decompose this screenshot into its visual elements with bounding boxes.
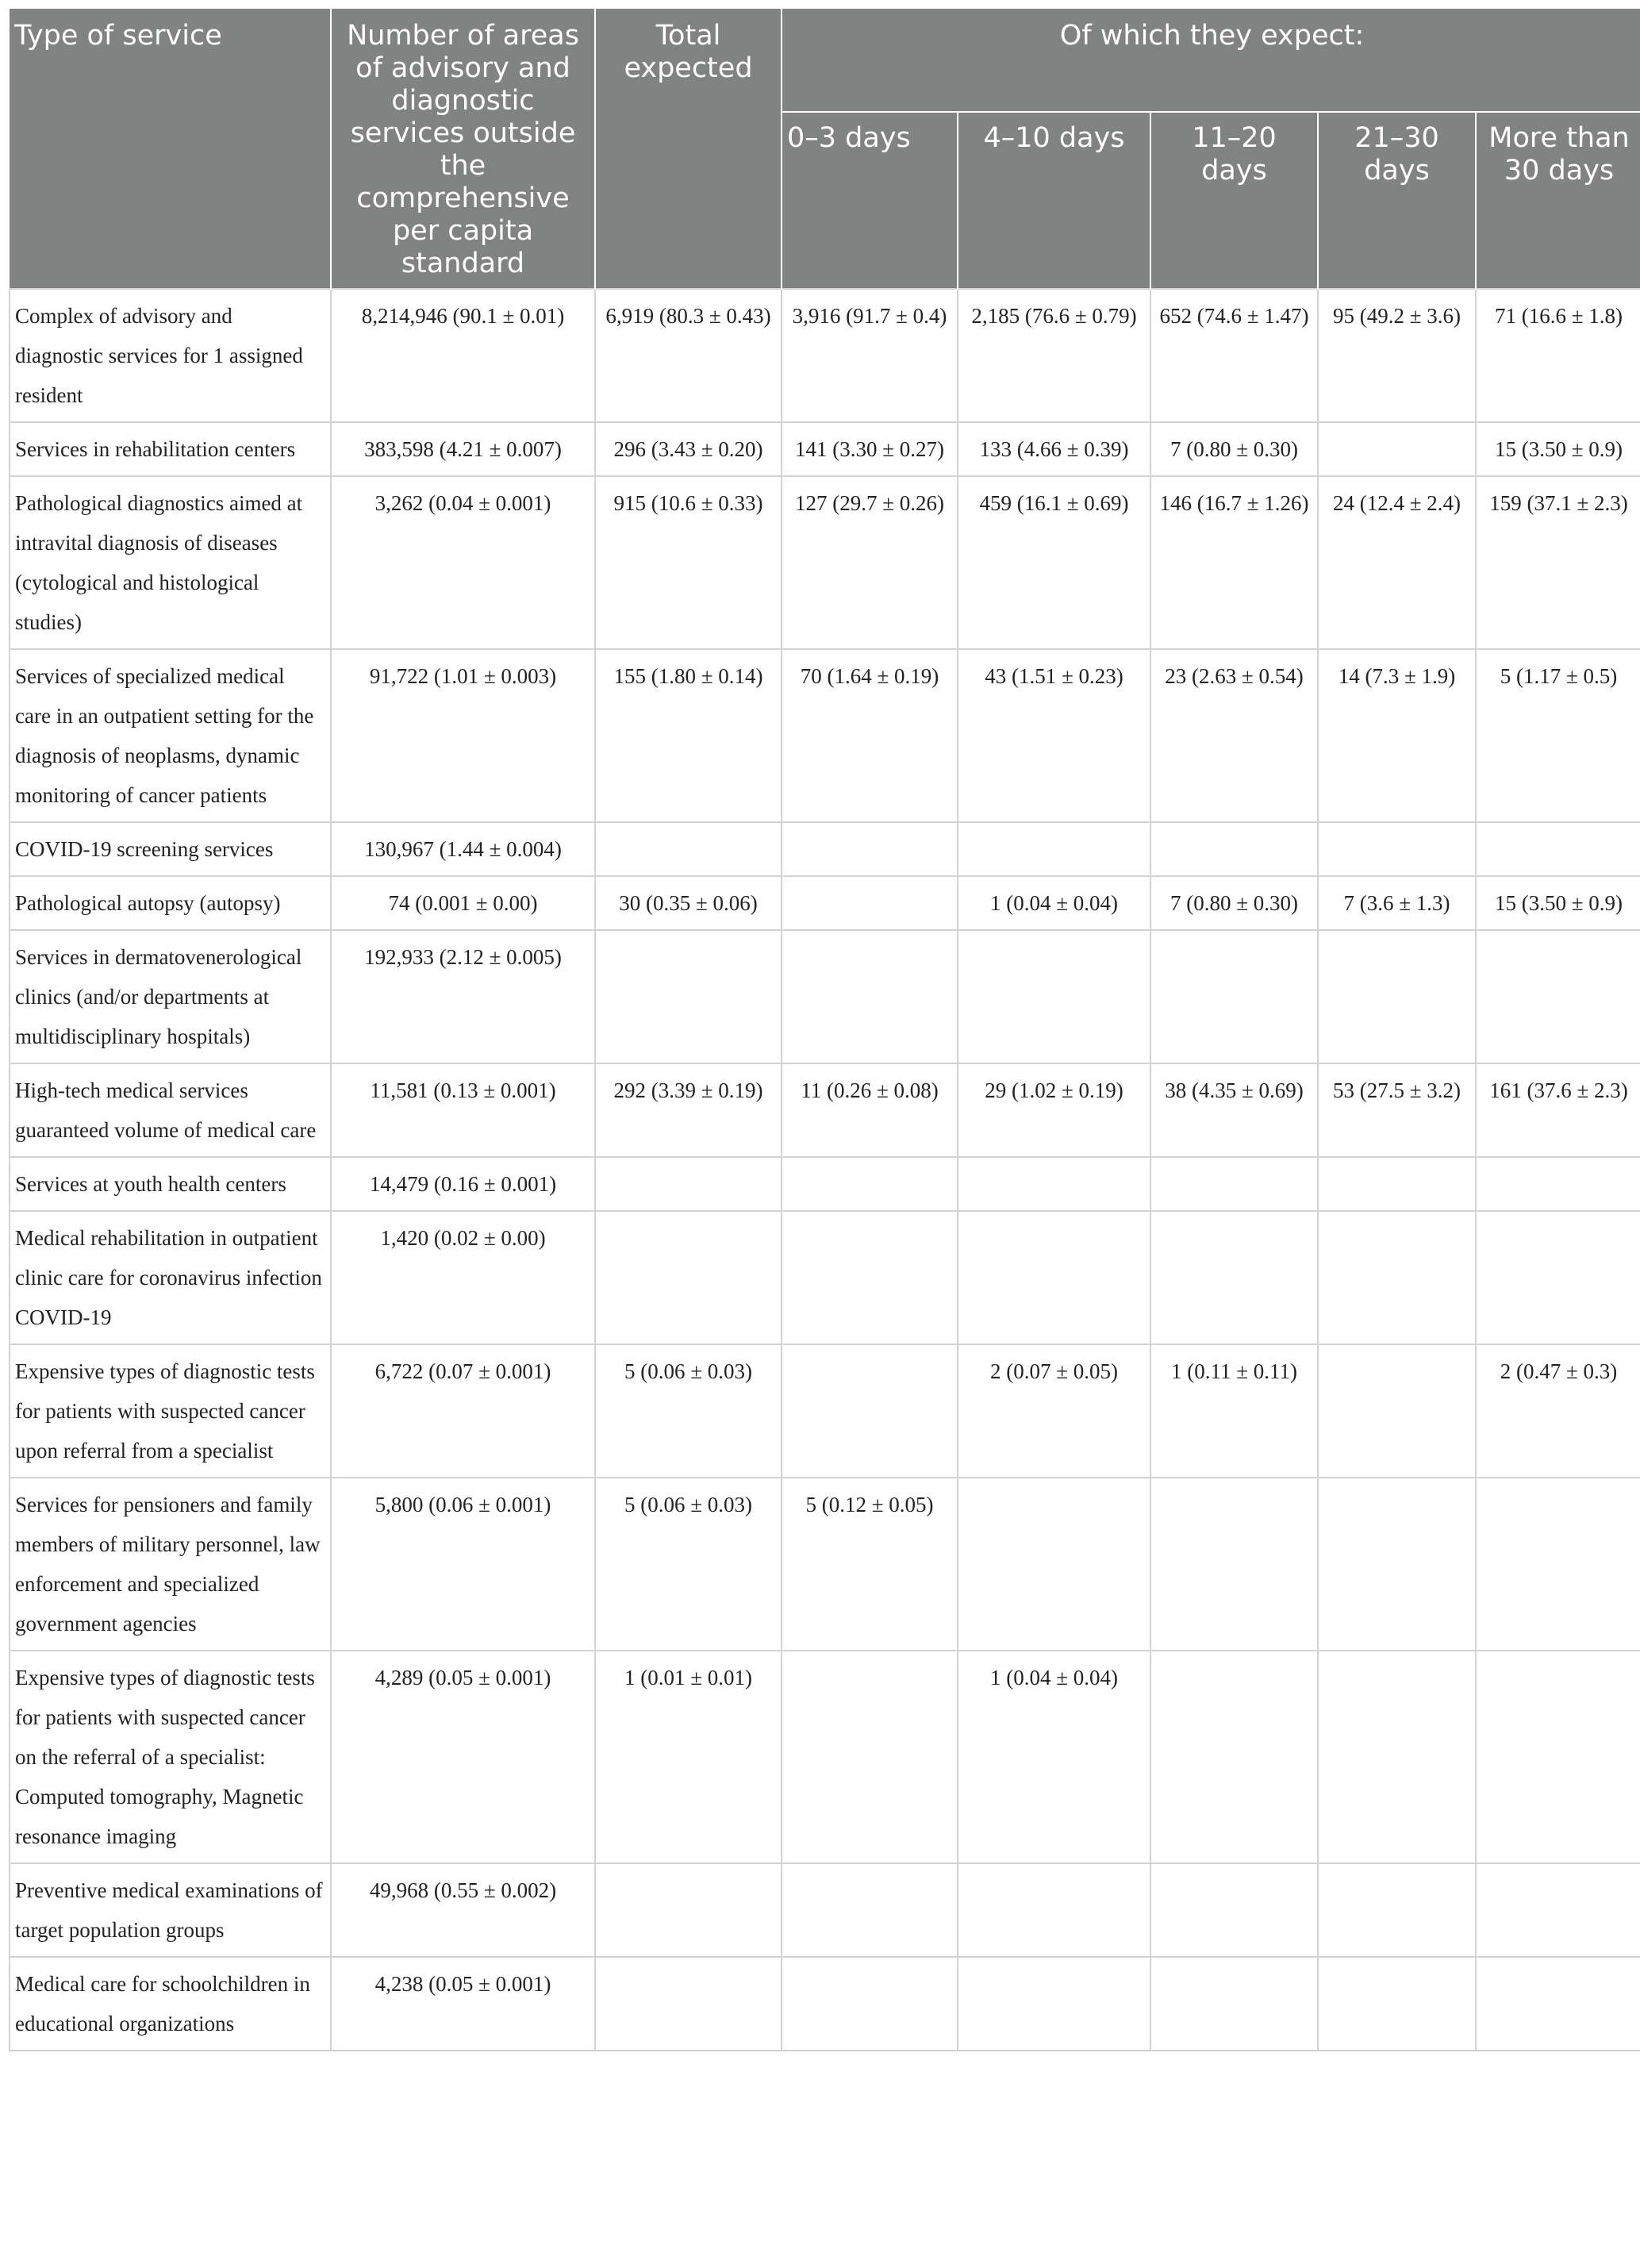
cell-11-20-days bbox=[1150, 1863, 1318, 1957]
table-row bbox=[10, 1211, 1640, 1344]
cell-0-3-days bbox=[782, 1863, 958, 1957]
cell-21-30-days bbox=[1318, 1957, 1476, 2051]
table-row bbox=[10, 1344, 1640, 1478]
cell-11-20-days bbox=[1150, 1478, 1318, 1651]
header-row bbox=[10, 9, 1640, 112]
cell-11-20-days bbox=[1150, 1157, 1318, 1211]
cell-total-expected: 292 (3.39 ± 0.19) bbox=[595, 1063, 782, 1157]
cell-number-of-areas: 383,598 (4.21 ± 0.007) bbox=[331, 422, 595, 476]
table-row bbox=[10, 649, 1640, 822]
cell-more-than-30-days: 2 (0.47 ± 0.3) bbox=[1476, 1344, 1640, 1478]
cell-0-3-days: 127 (29.7 ± 0.26) bbox=[782, 476, 958, 649]
header-total-expected: Total expected bbox=[595, 9, 782, 289]
cell-4-10-days: 133 (4.66 ± 0.39) bbox=[958, 422, 1150, 476]
cell-number-of-areas: 1,420 (0.02 ± 0.00) bbox=[331, 1211, 595, 1344]
cell-total-expected: 6,919 (80.3 ± 0.43) bbox=[595, 289, 782, 422]
cell-0-3-days bbox=[782, 1157, 958, 1211]
cell-more-than-30-days bbox=[1476, 930, 1640, 1063]
cell-number-of-areas: 4,289 (0.05 ± 0.001) bbox=[331, 1651, 595, 1863]
cell-21-30-days: 7 (3.6 ± 1.3) bbox=[1318, 876, 1476, 930]
cell-0-3-days: 5 (0.12 ± 0.05) bbox=[782, 1478, 958, 1651]
cell-21-30-days: 53 (27.5 ± 3.2) bbox=[1318, 1063, 1476, 1157]
cell-service: Services of specialized medical care in an outpatient setting for the diagnosis of neoplasms, dynamic monitoring of cancer patients bbox=[10, 649, 331, 822]
header-21-30-days: 21–30 days bbox=[1318, 112, 1476, 289]
cell-21-30-days bbox=[1318, 1651, 1476, 1863]
cell-0-3-days bbox=[782, 1651, 958, 1863]
cell-21-30-days bbox=[1318, 822, 1476, 876]
cell-4-10-days bbox=[958, 1957, 1150, 2051]
table-row bbox=[10, 1957, 1640, 2051]
table-row bbox=[10, 289, 1640, 422]
cell-service: Preventive medical examinations of target population groups bbox=[10, 1863, 331, 1957]
table-row bbox=[10, 422, 1640, 476]
cell-more-than-30-days bbox=[1476, 1211, 1640, 1344]
cell-number-of-areas: 49,968 (0.55 ± 0.002) bbox=[331, 1863, 595, 1957]
cell-more-than-30-days bbox=[1476, 1651, 1640, 1863]
cell-0-3-days: 141 (3.30 ± 0.27) bbox=[782, 422, 958, 476]
cell-total-expected bbox=[595, 1957, 782, 2051]
cell-4-10-days bbox=[958, 1478, 1150, 1651]
table-row bbox=[10, 1478, 1640, 1651]
cell-0-3-days: 3,916 (91.7 ± 0.4) bbox=[782, 289, 958, 422]
header-0-3-days: 0–3 days bbox=[782, 112, 958, 289]
cell-more-than-30-days: 15 (3.50 ± 0.9) bbox=[1476, 876, 1640, 930]
table-row bbox=[10, 930, 1640, 1063]
cell-total-expected bbox=[595, 1211, 782, 1344]
cell-service: Services in rehabilitation centers bbox=[10, 422, 331, 476]
cell-4-10-days: 2 (0.07 ± 0.05) bbox=[958, 1344, 1150, 1478]
cell-21-30-days bbox=[1318, 1344, 1476, 1478]
table-row bbox=[10, 822, 1640, 876]
cell-4-10-days: 2,185 (76.6 ± 0.79) bbox=[958, 289, 1150, 422]
cell-11-20-days: 652 (74.6 ± 1.47) bbox=[1150, 289, 1318, 422]
cell-total-expected bbox=[595, 822, 782, 876]
cell-number-of-areas: 192,933 (2.12 ± 0.005) bbox=[331, 930, 595, 1063]
cell-total-expected: 296 (3.43 ± 0.20) bbox=[595, 422, 782, 476]
cell-total-expected: 915 (10.6 ± 0.33) bbox=[595, 476, 782, 649]
table-row bbox=[10, 1157, 1640, 1211]
cell-4-10-days bbox=[958, 822, 1150, 876]
cell-number-of-areas: 91,722 (1.01 ± 0.003) bbox=[331, 649, 595, 822]
cell-total-expected: 155 (1.80 ± 0.14) bbox=[595, 649, 782, 822]
cell-service: Services in dermatovenerological clinics (and/or departments at multidisciplinary hospitals) bbox=[10, 930, 331, 1063]
cell-number-of-areas: 74 (0.001 ± 0.00) bbox=[331, 876, 595, 930]
cell-21-30-days: 95 (49.2 ± 3.6) bbox=[1318, 289, 1476, 422]
cell-number-of-areas: 14,479 (0.16 ± 0.001) bbox=[331, 1157, 595, 1211]
cell-number-of-areas: 4,238 (0.05 ± 0.001) bbox=[331, 1957, 595, 2051]
cell-4-10-days: 43 (1.51 ± 0.23) bbox=[958, 649, 1150, 822]
cell-number-of-areas: 3,262 (0.04 ± 0.001) bbox=[331, 476, 595, 649]
cell-total-expected bbox=[595, 1863, 782, 1957]
cell-11-20-days: 1 (0.11 ± 0.11) bbox=[1150, 1344, 1318, 1478]
cell-total-expected: 30 (0.35 ± 0.06) bbox=[595, 876, 782, 930]
table-row bbox=[10, 1063, 1640, 1157]
cell-4-10-days: 29 (1.02 ± 0.19) bbox=[958, 1063, 1150, 1157]
cell-0-3-days bbox=[782, 930, 958, 1063]
cell-11-20-days: 23 (2.63 ± 0.54) bbox=[1150, 649, 1318, 822]
cell-0-3-days bbox=[782, 1211, 958, 1344]
header-more-than-30-days: More than 30 days bbox=[1476, 112, 1640, 289]
cell-service: Medical rehabilitation in outpatient clinic care for coronavirus infection COVID-19 bbox=[10, 1211, 331, 1344]
cell-more-than-30-days bbox=[1476, 1863, 1640, 1957]
cell-4-10-days bbox=[958, 1863, 1150, 1957]
cell-service: Medical care for schoolchildren in educational organizations bbox=[10, 1957, 331, 2051]
header-4-10-days: 4–10 days bbox=[958, 112, 1150, 289]
cell-more-than-30-days: 71 (16.6 ± 1.8) bbox=[1476, 289, 1640, 422]
cell-service: Expensive types of diagnostic tests for patients with suspected cancer on the referral of a specialist: Computed tomography, Magnetic resonance imaging bbox=[10, 1651, 331, 1863]
cell-more-than-30-days: 5 (1.17 ± 0.5) bbox=[1476, 649, 1640, 822]
cell-service: Pathological autopsy (autopsy) bbox=[10, 876, 331, 930]
cell-11-20-days bbox=[1150, 930, 1318, 1063]
header-type-of-service: Type of service bbox=[10, 9, 331, 289]
cell-4-10-days bbox=[958, 1157, 1150, 1211]
cell-service: Services for pensioners and family members of military personnel, law enforcement and specialized government agencies bbox=[10, 1478, 331, 1651]
cell-service: High-tech medical services guaranteed volume of medical care bbox=[10, 1063, 331, 1157]
cell-11-20-days bbox=[1150, 822, 1318, 876]
cell-21-30-days bbox=[1318, 422, 1476, 476]
cell-more-than-30-days bbox=[1476, 1957, 1640, 2051]
table-row bbox=[10, 1863, 1640, 1957]
cell-0-3-days bbox=[782, 1344, 958, 1478]
cell-total-expected: 1 (0.01 ± 0.01) bbox=[595, 1651, 782, 1863]
cell-4-10-days bbox=[958, 930, 1150, 1063]
table-row bbox=[10, 876, 1640, 930]
cell-number-of-areas: 130,967 (1.44 ± 0.004) bbox=[331, 822, 595, 876]
cell-number-of-areas: 6,722 (0.07 ± 0.001) bbox=[331, 1344, 595, 1478]
cell-0-3-days bbox=[782, 1957, 958, 2051]
cell-total-expected bbox=[595, 930, 782, 1063]
cell-more-than-30-days bbox=[1476, 1157, 1640, 1211]
cell-number-of-areas: 8,214,946 (90.1 ± 0.01) bbox=[331, 289, 595, 422]
cell-11-20-days: 7 (0.80 ± 0.30) bbox=[1150, 876, 1318, 930]
cell-21-30-days: 24 (12.4 ± 2.4) bbox=[1318, 476, 1476, 649]
cell-number-of-areas: 11,581 (0.13 ± 0.001) bbox=[331, 1063, 595, 1157]
table-row bbox=[10, 1651, 1640, 1863]
cell-21-30-days bbox=[1318, 1863, 1476, 1957]
cell-total-expected: 5 (0.06 ± 0.03) bbox=[595, 1344, 782, 1478]
cell-21-30-days bbox=[1318, 1211, 1476, 1344]
table-container bbox=[9, 9, 1640, 2051]
cell-0-3-days: 70 (1.64 ± 0.19) bbox=[782, 649, 958, 822]
header-group-expect: Of which they expect: bbox=[782, 9, 1640, 112]
cell-service: Pathological diagnostics aimed at intravital diagnosis of diseases (cytological and histological studies) bbox=[10, 476, 331, 649]
table-row bbox=[10, 476, 1640, 649]
cell-21-30-days: 14 (7.3 ± 1.9) bbox=[1318, 649, 1476, 822]
cell-4-10-days: 1 (0.04 ± 0.04) bbox=[958, 1651, 1150, 1863]
cell-11-20-days bbox=[1150, 1651, 1318, 1863]
cell-more-than-30-days: 15 (3.50 ± 0.9) bbox=[1476, 422, 1640, 476]
table-body bbox=[10, 289, 1640, 2051]
cell-11-20-days bbox=[1150, 1211, 1318, 1344]
cell-0-3-days bbox=[782, 822, 958, 876]
cell-service: Expensive types of diagnostic tests for patients with suspected cancer upon referral from a specialist bbox=[10, 1344, 331, 1478]
cell-4-10-days: 1 (0.04 ± 0.04) bbox=[958, 876, 1150, 930]
cell-number-of-areas: 5,800 (0.06 ± 0.001) bbox=[331, 1478, 595, 1651]
cell-more-than-30-days: 161 (37.6 ± 2.3) bbox=[1476, 1063, 1640, 1157]
cell-21-30-days bbox=[1318, 930, 1476, 1063]
cell-11-20-days: 7 (0.80 ± 0.30) bbox=[1150, 422, 1318, 476]
cell-total-expected bbox=[595, 1157, 782, 1211]
cell-0-3-days: 11 (0.26 ± 0.08) bbox=[782, 1063, 958, 1157]
cell-service: Complex of advisory and diagnostic services for 1 assigned resident bbox=[10, 289, 331, 422]
cell-service: COVID-19 screening services bbox=[10, 822, 331, 876]
cell-4-10-days: 459 (16.1 ± 0.69) bbox=[958, 476, 1150, 649]
cell-21-30-days bbox=[1318, 1478, 1476, 1651]
waiting-times-table bbox=[9, 9, 1640, 2051]
cell-11-20-days bbox=[1150, 1957, 1318, 2051]
cell-total-expected: 5 (0.06 ± 0.03) bbox=[595, 1478, 782, 1651]
table-header bbox=[10, 9, 1640, 289]
header-number-of-areas: Number of areas of advisory and diagnostic services outside the comprehensive per capita standard bbox=[331, 9, 595, 289]
cell-4-10-days bbox=[958, 1211, 1150, 1344]
cell-21-30-days bbox=[1318, 1157, 1476, 1211]
cell-more-than-30-days bbox=[1476, 1478, 1640, 1651]
cell-11-20-days: 38 (4.35 ± 0.69) bbox=[1150, 1063, 1318, 1157]
cell-more-than-30-days bbox=[1476, 822, 1640, 876]
cell-more-than-30-days: 159 (37.1 ± 2.3) bbox=[1476, 476, 1640, 649]
cell-11-20-days: 146 (16.7 ± 1.26) bbox=[1150, 476, 1318, 649]
header-11-20-days: 11–20 days bbox=[1150, 112, 1318, 289]
cell-service: Services at youth health centers bbox=[10, 1157, 331, 1211]
cell-0-3-days bbox=[782, 876, 958, 930]
